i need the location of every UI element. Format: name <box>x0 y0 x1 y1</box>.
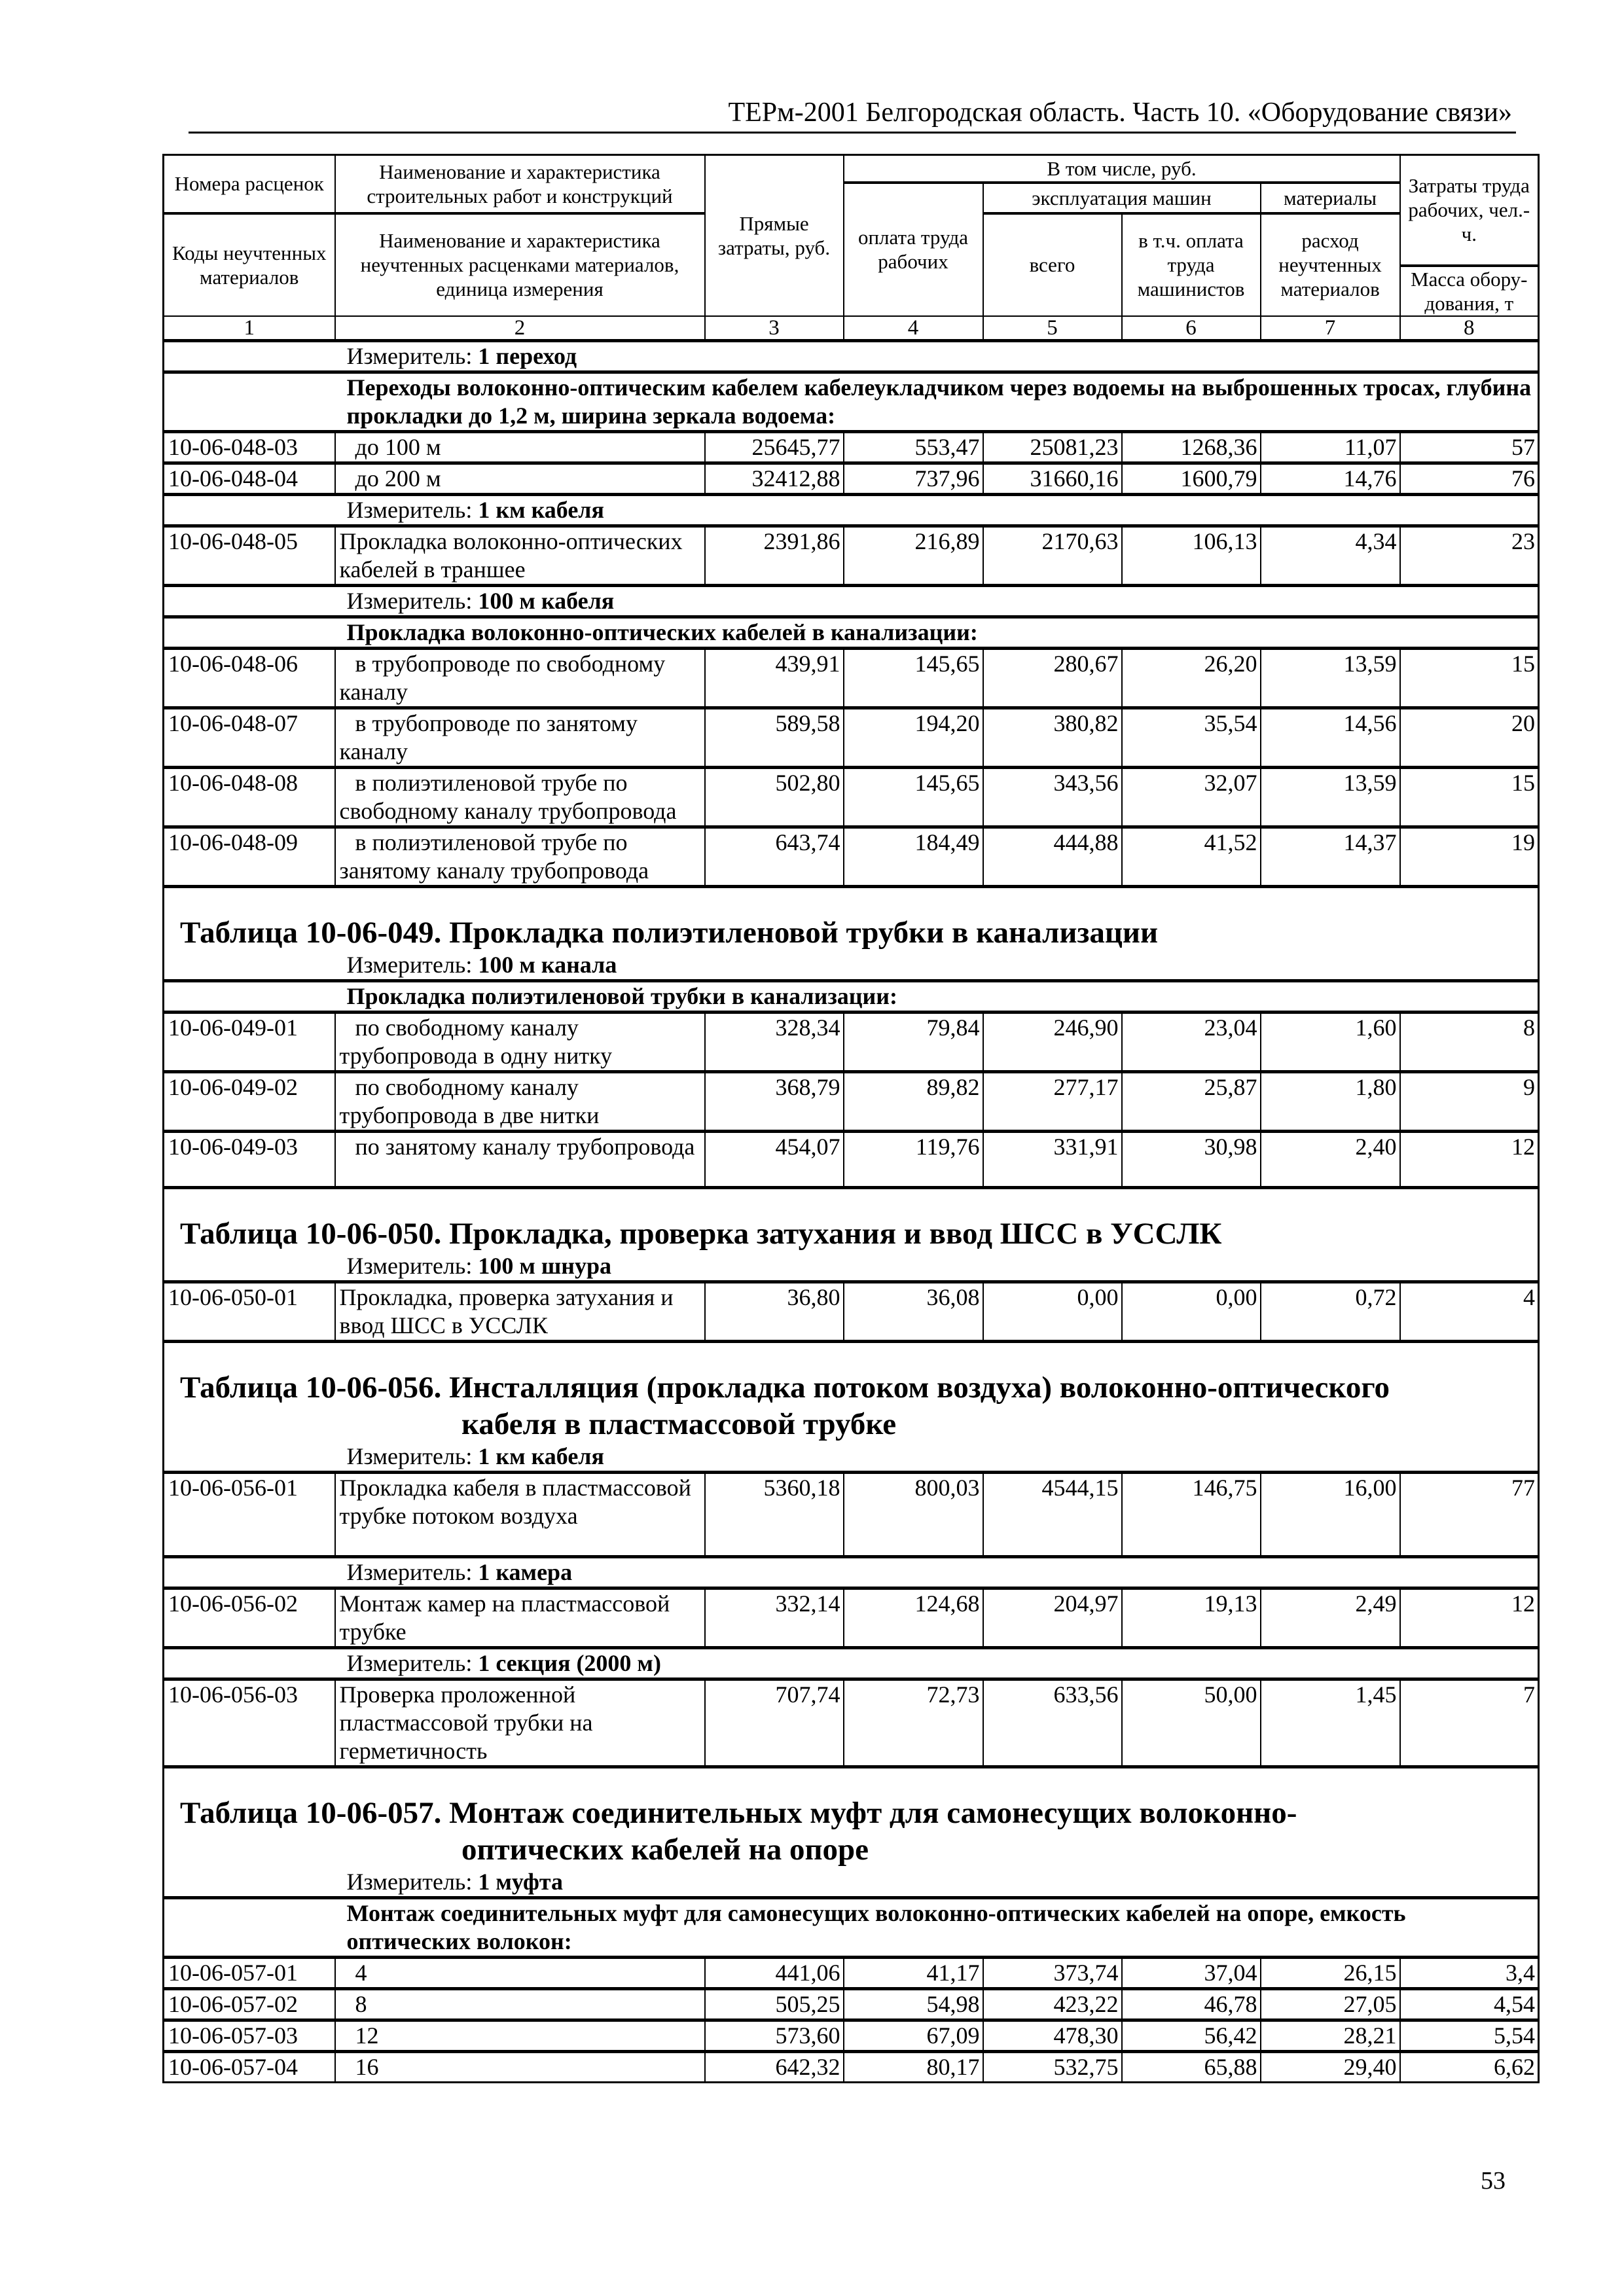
col-number: 6 <box>1122 316 1261 341</box>
group-heading: Прокладка волоконно-оптических кабелей в канализации: <box>335 617 1539 648</box>
machine-total: 0,00 <box>983 1282 1122 1341</box>
materials: 4,34 <box>1261 526 1400 585</box>
materials: 0,72 <box>1261 1282 1400 1341</box>
machinist-pay: 1268,36 <box>1122 431 1261 463</box>
measure-value: 100 м кабеля <box>478 587 615 614</box>
table-row <box>164 767 1539 827</box>
header-col5: всего <box>983 213 1122 316</box>
work-name-text: Прокладка волоконно-оптических кабелей в траншее <box>339 528 683 583</box>
work-name-text: 4 <box>355 1959 367 1986</box>
materials: 28,21 <box>1261 2020 1400 2051</box>
work-name-text: Прокладка, проверка затухания и ввод ШСС в УССЛК <box>339 1283 674 1338</box>
labor-pay: 553,47 <box>844 431 983 463</box>
direct-costs: 25645,77 <box>705 431 844 463</box>
work-name <box>335 648 705 708</box>
work-name-text: Проверка проложенной пластмассовой трубки на герметичность <box>339 1681 593 1764</box>
measure-value: 100 м канала <box>478 951 617 978</box>
col-number: 7 <box>1261 316 1400 341</box>
header-col8-top: Затраты труда рабочих, чел.-ч. <box>1400 155 1539 266</box>
work-name <box>335 1957 705 1988</box>
direct-costs: 439,91 <box>705 648 844 708</box>
measure-value: 1 муфта <box>478 1868 563 1895</box>
table-row <box>164 1012 1539 1071</box>
machine-total: 343,56 <box>983 767 1122 827</box>
rate-code: 10-06-056-01 <box>164 1472 335 1556</box>
empty-cell <box>164 1647 335 1679</box>
measure-cell <box>335 1443 1539 1473</box>
group-heading: Переходы волоконно-оптическим кабелем кабелеукладчиком через водоемы на выброшенных тросах, глубина прокладки до 1,2 м, ширина зеркала водоема: <box>335 372 1539 431</box>
table-row <box>164 1988 1539 2020</box>
materials: 2,49 <box>1261 1588 1400 1647</box>
rate-code: 10-06-048-03 <box>164 431 335 463</box>
labor-hours: 7 <box>1400 1679 1539 1767</box>
table-row <box>164 1957 1539 1988</box>
page-header: ТЕРм-2001 Белгородская область. Часть 10. «Оборудование связи» <box>728 98 1512 128</box>
labor-pay: 145,65 <box>844 648 983 708</box>
rate-code: 10-06-056-02 <box>164 1588 335 1647</box>
empty-cell <box>164 340 335 372</box>
machinist-pay: 1600,79 <box>1122 463 1261 494</box>
empty-cell <box>164 1252 335 1282</box>
machinist-pay: 56,42 <box>1122 2020 1261 2051</box>
labor-pay: 79,84 <box>844 1012 983 1071</box>
materials: 14,56 <box>1261 708 1400 767</box>
work-name-text: 8 <box>355 1990 367 2017</box>
measure-row <box>164 1556 1539 1588</box>
direct-costs: 707,74 <box>705 1679 844 1767</box>
table-row <box>164 526 1539 585</box>
labor-pay: 54,98 <box>844 1988 983 2020</box>
labor-hours: 20 <box>1400 708 1539 767</box>
work-name-text: по свободному каналу трубопровода в одну нитку <box>339 1014 613 1069</box>
group-heading: Монтаж соединительных муфт для самонесущих волоконно-оптических кабелей на опоре, емкость оптических волокон: <box>335 1897 1539 1957</box>
table-header <box>164 155 1539 341</box>
labor-pay: 36,08 <box>844 1282 983 1341</box>
table-title-row <box>164 1187 1539 1252</box>
machinist-pay: 32,07 <box>1122 767 1261 827</box>
direct-costs: 505,25 <box>705 1988 844 2020</box>
work-name-text: по свободному каналу трубопровода в две нитки <box>339 1073 600 1128</box>
header-col3: Прямые затраты, руб. <box>705 155 844 316</box>
empty-cell <box>164 494 335 526</box>
direct-costs: 2391,86 <box>705 526 844 585</box>
empty-cell <box>164 1897 335 1957</box>
table-row <box>164 1679 1539 1767</box>
machinist-pay: 65,88 <box>1122 2051 1261 2082</box>
machine-total: 423,22 <box>983 1988 1122 2020</box>
materials: 1,80 <box>1261 1071 1400 1131</box>
labor-hours: 3,4 <box>1400 1957 1539 1988</box>
table-row <box>164 2020 1539 2051</box>
labor-pay: 184,49 <box>844 827 983 886</box>
work-name <box>335 1131 705 1187</box>
materials: 13,59 <box>1261 648 1400 708</box>
work-name <box>335 2020 705 2051</box>
machinist-pay: 25,87 <box>1122 1071 1261 1131</box>
empty-cell <box>164 372 335 431</box>
col-number: 5 <box>983 316 1122 341</box>
header-col4: оплата труда рабочих <box>844 183 983 316</box>
header-col7: расход неучтенных материалов <box>1261 213 1400 316</box>
measure-label: Измеритель: <box>346 342 473 369</box>
table-title-line1: Таблица 10-06-057. Монтаж соединительных муфт для самонесущих волоконно- <box>180 1795 1297 1830</box>
work-name <box>335 1988 705 2020</box>
table-row <box>164 431 1539 463</box>
machine-total: 331,91 <box>983 1131 1122 1187</box>
labor-pay: 124,68 <box>844 1588 983 1647</box>
labor-hours: 23 <box>1400 526 1539 585</box>
measure-cell <box>335 494 1539 526</box>
direct-costs: 36,80 <box>705 1282 844 1341</box>
labor-hours: 8 <box>1400 1012 1539 1071</box>
measure-value: 1 переход <box>478 342 577 369</box>
direct-costs: 332,14 <box>705 1588 844 1647</box>
empty-cell <box>164 617 335 648</box>
machine-total: 2170,63 <box>983 526 1122 585</box>
rate-code: 10-06-048-09 <box>164 827 335 886</box>
table-title <box>164 1767 1539 1868</box>
labor-hours: 6,62 <box>1400 2051 1539 2082</box>
header-col6: в т.ч. оплата труда машинистов <box>1122 213 1261 316</box>
machine-total: 204,97 <box>983 1588 1122 1647</box>
labor-hours: 57 <box>1400 431 1539 463</box>
machine-total: 25081,23 <box>983 431 1122 463</box>
machinist-pay: 50,00 <box>1122 1679 1261 1767</box>
rate-code: 10-06-057-01 <box>164 1957 335 1988</box>
measure-value: 1 км кабеля <box>478 496 604 523</box>
machinist-pay: 46,78 <box>1122 1988 1261 2020</box>
empty-cell <box>164 980 335 1012</box>
col-number: 8 <box>1400 316 1539 341</box>
measure-row <box>164 1252 1539 1282</box>
direct-costs: 32412,88 <box>705 463 844 494</box>
measure-label: Измеритель: <box>346 1443 473 1469</box>
measure-cell <box>335 585 1539 617</box>
labor-pay: 194,20 <box>844 708 983 767</box>
col-number: 3 <box>705 316 844 341</box>
work-name <box>335 1679 705 1767</box>
machinist-pay: 35,54 <box>1122 708 1261 767</box>
rate-code: 10-06-057-02 <box>164 1988 335 2020</box>
table-title-row <box>164 1341 1539 1443</box>
labor-pay: 119,76 <box>844 1131 983 1187</box>
machine-total: 277,17 <box>983 1071 1122 1131</box>
table-title-line1: Таблица 10-06-056. Инсталляция (прокладка потоком воздуха) волоконно-оптического <box>180 1370 1390 1405</box>
table-body <box>164 340 1539 2082</box>
labor-pay: 145,65 <box>844 767 983 827</box>
table-row <box>164 463 1539 494</box>
table-title <box>164 1341 1539 1443</box>
machine-total: 444,88 <box>983 827 1122 886</box>
machinist-pay: 37,04 <box>1122 1957 1261 1988</box>
header-col1-top: Номера расценок <box>164 155 335 213</box>
header-materials: материалы <box>1261 183 1400 213</box>
measure-cell <box>335 340 1539 372</box>
direct-costs: 328,34 <box>705 1012 844 1071</box>
rate-code: 10-06-048-05 <box>164 526 335 585</box>
table-row <box>164 827 1539 886</box>
materials: 29,40 <box>1261 2051 1400 2082</box>
direct-costs: 454,07 <box>705 1131 844 1187</box>
measure-label: Измеритель: <box>346 951 473 978</box>
machinist-pay: 19,13 <box>1122 1588 1261 1647</box>
direct-costs: 502,80 <box>705 767 844 827</box>
measure-value: 1 секция (2000 м) <box>478 1649 661 1676</box>
labor-hours: 12 <box>1400 1588 1539 1647</box>
work-name <box>335 767 705 827</box>
direct-costs: 5360,18 <box>705 1472 844 1556</box>
machinist-pay: 30,98 <box>1122 1131 1261 1187</box>
direct-costs: 368,79 <box>705 1071 844 1131</box>
direct-costs: 643,74 <box>705 827 844 886</box>
table-title-line1: Таблица 10-06-049. Прокладка полиэтиленовой трубки в канализации <box>180 915 1159 950</box>
machinist-pay: 0,00 <box>1122 1282 1261 1341</box>
work-name-text: в трубопроводе по свободному каналу <box>339 650 666 705</box>
machinist-pay: 41,52 <box>1122 827 1261 886</box>
labor-pay: 67,09 <box>844 2020 983 2051</box>
measure-row <box>164 494 1539 526</box>
machine-total: 31660,16 <box>983 463 1122 494</box>
machinist-pay: 23,04 <box>1122 1012 1261 1071</box>
measure-label: Измеритель: <box>346 587 473 614</box>
direct-costs: 441,06 <box>705 1957 844 1988</box>
labor-hours: 77 <box>1400 1472 1539 1556</box>
group-heading: Прокладка полиэтиленовой трубки в канализации: <box>335 980 1539 1012</box>
measure-row <box>164 951 1539 981</box>
materials: 1,60 <box>1261 1012 1400 1071</box>
labor-pay: 216,89 <box>844 526 983 585</box>
work-name-text: 12 <box>355 2022 379 2049</box>
machine-total: 373,74 <box>983 1957 1122 1988</box>
rate-code: 10-06-048-07 <box>164 708 335 767</box>
rate-code: 10-06-057-03 <box>164 2020 335 2051</box>
machine-total: 280,67 <box>983 648 1122 708</box>
machine-total: 532,75 <box>983 2051 1122 2082</box>
empty-cell <box>164 585 335 617</box>
work-name <box>335 526 705 585</box>
materials: 27,05 <box>1261 1988 1400 2020</box>
measure-row <box>164 1647 1539 1679</box>
machinist-pay: 106,13 <box>1122 526 1261 585</box>
rate-code: 10-06-049-03 <box>164 1131 335 1187</box>
work-name <box>335 431 705 463</box>
materials: 2,40 <box>1261 1131 1400 1187</box>
measure-row <box>164 1868 1539 1898</box>
machinist-pay: 146,75 <box>1122 1472 1261 1556</box>
group-heading-row <box>164 1897 1539 1957</box>
rate-code: 10-06-050-01 <box>164 1282 335 1341</box>
work-name-text: по занятому каналу трубопровода <box>355 1133 695 1160</box>
rate-code: 10-06-056-03 <box>164 1679 335 1767</box>
measure-label: Измеритель: <box>346 1868 473 1895</box>
header-rule <box>189 132 1516 134</box>
measure-cell <box>335 1868 1539 1898</box>
machine-total: 380,82 <box>983 708 1122 767</box>
measure-label: Измеритель: <box>346 1649 473 1676</box>
measure-value: 100 м шнура <box>478 1252 612 1279</box>
work-name <box>335 1282 705 1341</box>
table-row <box>164 708 1539 767</box>
group-heading-row <box>164 980 1539 1012</box>
machinist-pay: 26,20 <box>1122 648 1261 708</box>
materials: 16,00 <box>1261 1472 1400 1556</box>
machine-total: 633,56 <box>983 1679 1122 1767</box>
table-row <box>164 1588 1539 1647</box>
empty-cell <box>164 1443 335 1473</box>
empty-cell <box>164 1868 335 1898</box>
labor-hours: 19 <box>1400 827 1539 886</box>
work-name <box>335 1012 705 1071</box>
table-row <box>164 1131 1539 1187</box>
labor-hours: 5,54 <box>1400 2020 1539 2051</box>
header-including: В том числе, руб. <box>844 155 1400 183</box>
table-title-line2: оптических кабелей на опоре <box>461 1832 869 1867</box>
labor-pay: 89,82 <box>844 1071 983 1131</box>
rate-code: 10-06-048-08 <box>164 767 335 827</box>
work-name <box>335 2051 705 2082</box>
materials: 26,15 <box>1261 1957 1400 1988</box>
table-row <box>164 1071 1539 1131</box>
materials: 1,45 <box>1261 1679 1400 1767</box>
rate-code: 10-06-048-06 <box>164 648 335 708</box>
direct-costs: 642,32 <box>705 2051 844 2082</box>
labor-hours: 4 <box>1400 1282 1539 1341</box>
work-name-text: в трубопроводе по занятому каналу <box>339 709 638 764</box>
measure-row <box>164 340 1539 372</box>
rate-code: 10-06-049-01 <box>164 1012 335 1071</box>
work-name-text: 16 <box>355 2053 379 2080</box>
work-name <box>335 1071 705 1131</box>
measure-cell <box>335 1647 1539 1679</box>
direct-costs: 573,60 <box>705 2020 844 2051</box>
labor-hours: 12 <box>1400 1131 1539 1187</box>
labor-pay: 800,03 <box>844 1472 983 1556</box>
table-title <box>164 886 1539 951</box>
labor-hours: 15 <box>1400 767 1539 827</box>
measure-label: Измеритель: <box>346 1558 473 1585</box>
table-title-row <box>164 1767 1539 1868</box>
work-name-text: в полиэтиленовой трубе по свободному каналу трубопровода <box>339 769 677 824</box>
rate-code: 10-06-049-02 <box>164 1071 335 1131</box>
machine-total: 478,30 <box>983 2020 1122 2051</box>
header-machines: эксплуатация машин <box>983 183 1261 213</box>
machine-total: 246,90 <box>983 1012 1122 1071</box>
table-title-line2: кабеля в пластмассовой трубке <box>461 1407 897 1441</box>
work-name <box>335 708 705 767</box>
labor-pay: 737,96 <box>844 463 983 494</box>
measure-cell <box>335 951 1539 981</box>
measure-row <box>164 1443 1539 1473</box>
materials: 11,07 <box>1261 431 1400 463</box>
labor-pay: 72,73 <box>844 1679 983 1767</box>
work-name-text: до 200 м <box>355 465 441 492</box>
materials: 13,59 <box>1261 767 1400 827</box>
empty-cell <box>164 1556 335 1588</box>
header-col2-bottom: Наименование и характеристика неучтенных расценками материалов, единица измерения <box>335 213 705 316</box>
measure-value: 1 км кабеля <box>478 1443 604 1469</box>
work-name-text: до 100 м <box>355 433 441 460</box>
table-row <box>164 2051 1539 2082</box>
table-row <box>164 648 1539 708</box>
work-name-text: Прокладка кабеля в пластмассовой трубке потоком воздуха <box>339 1474 691 1529</box>
col-number: 1 <box>164 316 335 341</box>
table-title <box>164 1187 1539 1252</box>
labor-pay: 41,17 <box>844 1957 983 1988</box>
price-table <box>162 154 1540 2083</box>
table-title-row <box>164 886 1539 951</box>
table-title-line1: Таблица 10-06-050. Прокладка, проверка затухания и ввод ШСС в УССЛК <box>180 1216 1222 1251</box>
col-number: 2 <box>335 316 705 341</box>
header-col2-top: Наименование и характеристика строительных работ и конструкций <box>335 155 705 213</box>
labor-pay: 80,17 <box>844 2051 983 2082</box>
page-number: 53 <box>1481 2167 1506 2195</box>
work-name <box>335 463 705 494</box>
work-name-text: Монтаж камер на пластмассовой трубке <box>339 1590 670 1645</box>
labor-hours: 15 <box>1400 648 1539 708</box>
work-name-text: в полиэтиленовой трубе по занятому каналу трубопровода <box>339 829 649 884</box>
measure-label: Измеритель: <box>346 1252 473 1279</box>
measure-cell <box>335 1556 1539 1588</box>
work-name <box>335 1588 705 1647</box>
labor-hours: 76 <box>1400 463 1539 494</box>
table-row <box>164 1282 1539 1341</box>
work-name <box>335 827 705 886</box>
rate-code: 10-06-057-04 <box>164 2051 335 2082</box>
machine-total: 4544,15 <box>983 1472 1122 1556</box>
measure-cell <box>335 1252 1539 1282</box>
rate-code: 10-06-048-04 <box>164 463 335 494</box>
labor-hours: 4,54 <box>1400 1988 1539 2020</box>
group-heading-row <box>164 372 1539 431</box>
materials: 14,76 <box>1261 463 1400 494</box>
materials: 14,37 <box>1261 827 1400 886</box>
col-number: 4 <box>844 316 983 341</box>
work-name <box>335 1472 705 1556</box>
table-row <box>164 1472 1539 1556</box>
header-col1-bottom: Коды неучтенных материалов <box>164 213 335 316</box>
header-col8-bottom: Масса обору-дования, т <box>1400 266 1539 316</box>
direct-costs: 589,58 <box>705 708 844 767</box>
group-heading-row <box>164 617 1539 648</box>
labor-hours: 9 <box>1400 1071 1539 1131</box>
measure-value: 1 камера <box>478 1558 573 1585</box>
empty-cell <box>164 951 335 981</box>
measure-row <box>164 585 1539 617</box>
measure-label: Измеритель: <box>346 496 473 523</box>
